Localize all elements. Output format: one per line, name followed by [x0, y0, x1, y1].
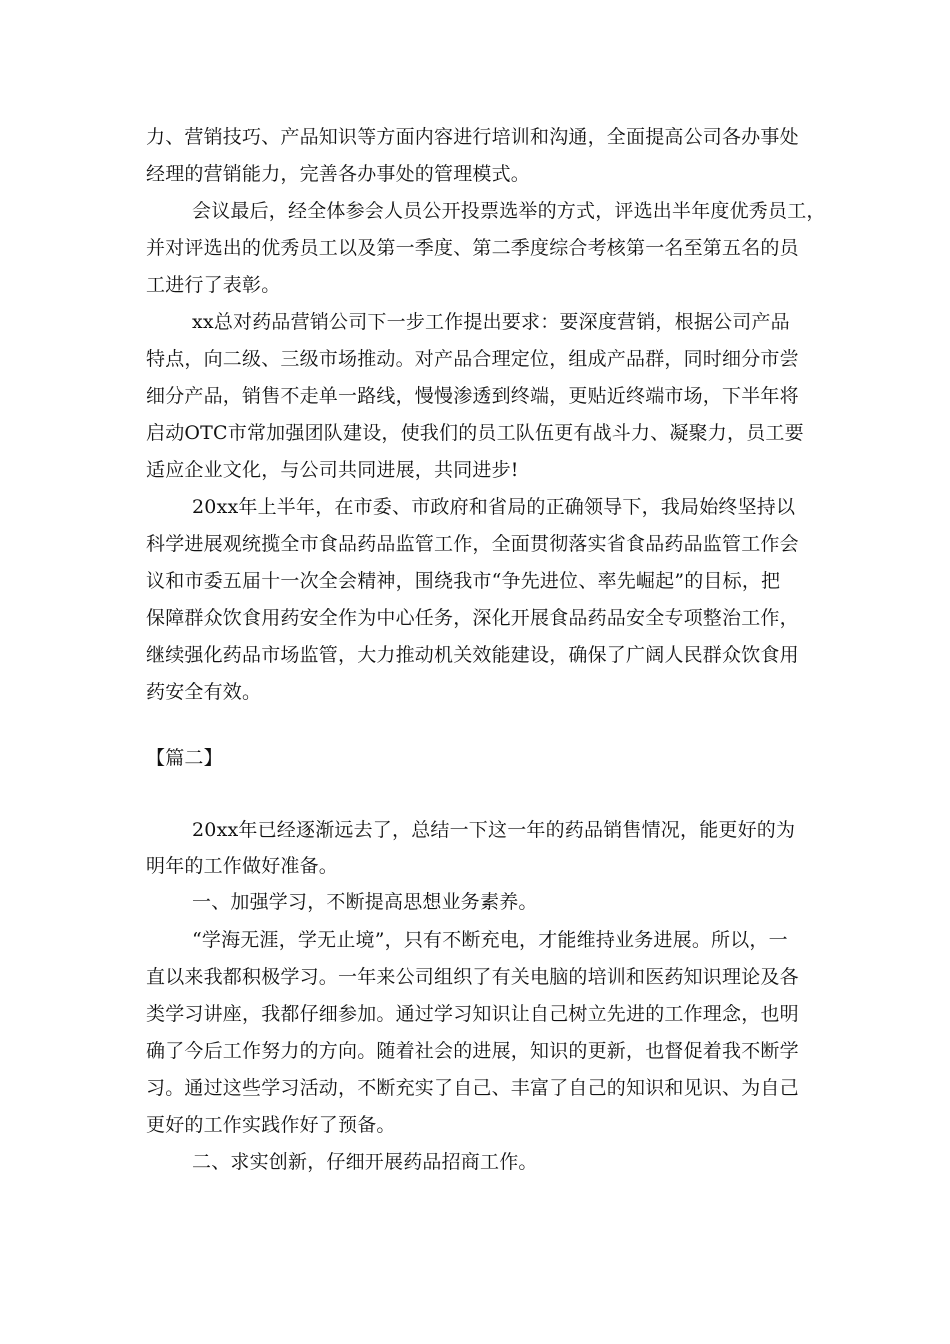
paragraph-line: 类学习讲座，我都仔细参加。通过学习知识让自己树立先进的工作理念，也明 — [146, 1003, 799, 1025]
paragraph-line: 科学进展观统揽全市食品药品监管工作，全面贯彻落实省食品药品监管工作会 — [146, 533, 799, 555]
paragraph-line: 并对评选出的优秀员工以及第一季度、第二季度综合考核第一名至第五名的员 — [146, 237, 799, 259]
paragraph-line: 直以来我都积极学习。一年来公司组织了有关电脑的培训和医药知识理论及各 — [146, 966, 799, 988]
paragraph-line: xx总对药品营销公司下一步工作提出要求：要深度营销，根据公司产品 — [192, 311, 790, 333]
paragraph-line: 确了今后工作努力的方向。随着社会的进展，知识的更新，也督促着我不断学 — [146, 1040, 799, 1062]
paragraph-line: 20xx年上半年，在市委、市政府和省局的正确领导下，我局始终坚持以 — [192, 496, 796, 518]
paragraph-line: 习。通过这些学习活动，不断充实了自己、丰富了自己的知识和见识、为自己 — [146, 1077, 799, 1099]
paragraph-line: 继续强化药品市场监管，大力推动机关效能建设，确保了广阔人民群众饮食用 — [146, 644, 799, 666]
paragraph-line: 保障群众饮食用药安全作为中心任务，深化开展食品药品安全专项整治工作， — [146, 607, 799, 629]
paragraph-line: 启动OTC市常加强团队建设，使我们的员工队伍更有战斗力、凝聚力，员工要 — [146, 422, 804, 444]
paragraph-line: 细分产品，销售不走单一路线，慢慢渗透到终端，更贴近终端市场，下半年将 — [146, 385, 799, 407]
paragraph-line: 药安全有效。 — [146, 681, 262, 703]
section-heading: 【篇二】 — [146, 747, 223, 769]
paragraph-line: 议和市委五届十一次全会精神，围绕我市“争先进位、率先崛起”的目标，把 — [146, 570, 781, 592]
paragraph-line: 会议最后，经全体参会人员公开投票选举的方式，评选出半年度优秀员工， — [192, 200, 826, 222]
paragraph-line: 适应企业文化，与公司共同进展，共同进步! — [146, 459, 519, 481]
paragraph-line: 工进行了表彰。 — [146, 274, 281, 296]
paragraph-line: 力、营销技巧、产品知识等方面内容进行培训和沟通，全面提高公司各办事处 — [146, 126, 799, 148]
paragraph-line: 20xx年已经逐渐远去了，总结一下这一年的药品销售情况，能更好的为 — [192, 819, 796, 841]
paragraph-line: “学海无涯，学无止境”，只有不断充电，才能维持业务进展。所以，一 — [192, 929, 788, 951]
paragraph-line: 一、加强学习，不断提高思想业务素养。 — [192, 891, 538, 913]
paragraph-line: 特点，向二级、三级市场推动。对产品合理定位，组成产品群，同时细分市尝 — [146, 348, 799, 370]
paragraph-line: 二、求实创新，仔细开展药品招商工作。 — [192, 1151, 538, 1173]
paragraph-line: 明年的工作做好准备。 — [146, 855, 339, 877]
paragraph-line: 更好的工作实践作好了预备。 — [146, 1114, 396, 1136]
paragraph-line: 经理的营销能力，完善各办事处的管理模式。 — [146, 163, 531, 185]
